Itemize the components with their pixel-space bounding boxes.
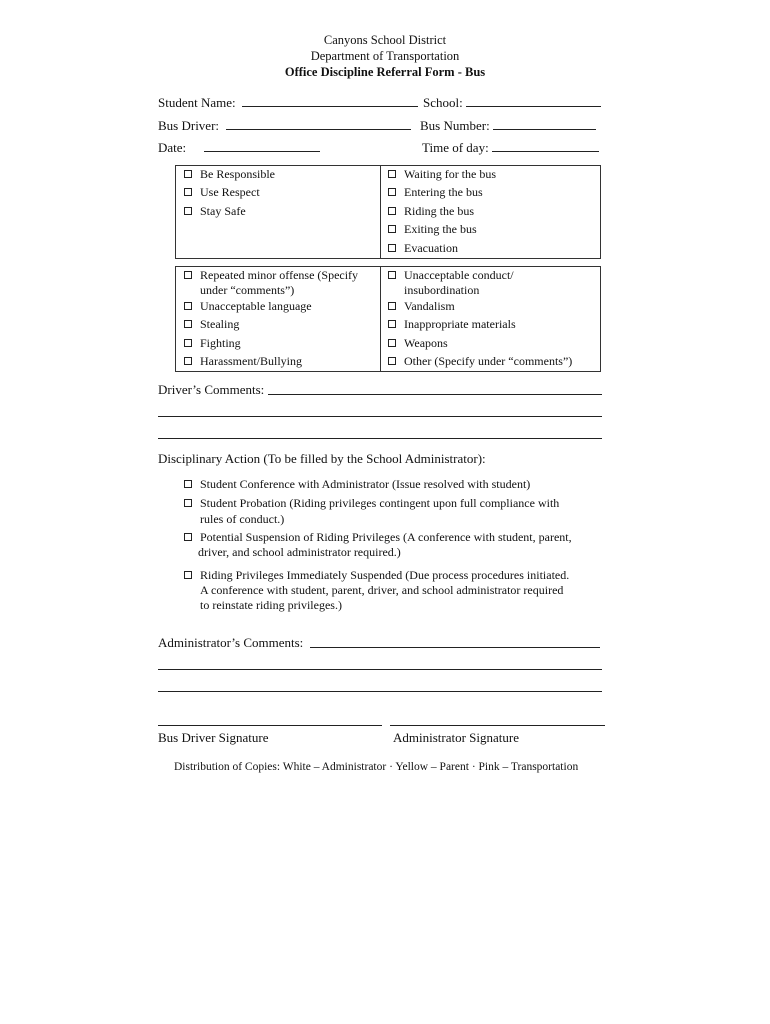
behaviors-divider: [380, 266, 381, 372]
repeated-minor-offense-label: Repeated minor offense (Specify: [200, 268, 359, 282]
bus-driver-signature-line[interactable]: [158, 725, 382, 726]
checkbox-unacceptable-language[interactable]: [184, 302, 192, 310]
immediately-suspended-label-cont2: to reinstate riding privileges.): [200, 598, 342, 612]
student-name-field[interactable]: [242, 106, 418, 107]
checkbox-entering-bus[interactable]: [388, 188, 396, 196]
date-field[interactable]: [204, 151, 320, 152]
use-respect-label: Use Respect: [200, 185, 260, 199]
bus-driver-field[interactable]: [226, 129, 411, 130]
school-field[interactable]: [466, 106, 601, 107]
harassment-bullying-label: Harassment/Bullying: [200, 354, 302, 368]
drivers-comments-line-2[interactable]: [158, 416, 602, 417]
entering-bus-label: Entering the bus: [404, 185, 483, 199]
other-label: Other (Specify under “comments”): [404, 354, 573, 368]
checkbox-use-respect[interactable]: [184, 188, 192, 196]
checkbox-fighting[interactable]: [184, 339, 192, 347]
checkbox-weapons[interactable]: [388, 339, 396, 347]
checkbox-riding-bus[interactable]: [388, 207, 396, 215]
student-conference-label: Student Conference with Administrator (Issue resolved with student): [200, 477, 531, 491]
checkbox-immediately-suspended[interactable]: [184, 571, 192, 579]
bus-number-field[interactable]: [493, 129, 596, 130]
administrators-comments-line-3[interactable]: [158, 691, 602, 692]
riding-bus-label: Riding the bus: [404, 204, 475, 218]
checkbox-inappropriate-materials[interactable]: [388, 320, 396, 328]
bus-number-label: Bus Number:: [420, 118, 490, 133]
unacceptable-language-label: Unacceptable language: [200, 299, 312, 313]
checkbox-repeated-minor-offense[interactable]: [184, 271, 192, 279]
be-responsible-label: Be Responsible: [200, 167, 275, 181]
bus-driver-signature-label: Bus Driver Signature: [158, 730, 269, 745]
checkbox-student-probation[interactable]: [184, 499, 192, 507]
drivers-comments-line-1[interactable]: [268, 394, 602, 395]
student-probation-label: Student Probation (Riding privileges contingent upon full compliance with: [200, 496, 560, 510]
bus-driver-label: Bus Driver:: [158, 118, 220, 133]
school-label: School:: [423, 95, 463, 110]
checkbox-other[interactable]: [388, 357, 396, 365]
checkbox-be-responsible[interactable]: [184, 170, 192, 178]
inappropriate-materials-label: Inappropriate materials: [404, 317, 516, 331]
department-name: Department of Transportation: [310, 49, 460, 63]
administrators-comments-label: Administrator’s Comments:: [158, 635, 304, 650]
student-probation-label-cont: rules of conduct.): [200, 512, 285, 526]
checkbox-vandalism[interactable]: [388, 302, 396, 310]
checkbox-harassment-bullying[interactable]: [184, 357, 192, 365]
stealing-label: Stealing: [200, 317, 240, 331]
form-title: Office Discipline Referral Form - Bus: [284, 65, 486, 79]
weapons-label: Weapons: [404, 336, 448, 350]
exiting-bus-label: Exiting the bus: [404, 222, 477, 236]
administrator-signature-line[interactable]: [390, 725, 605, 726]
checkbox-stay-safe[interactable]: [184, 207, 192, 215]
distribution-of-copies: Distribution of Copies: White – Administrator · Yellow – Parent · Pink – Transportation: [174, 761, 579, 773]
immediately-suspended-label: Riding Privileges Immediately Suspended (Due process procedures initiated.: [200, 568, 570, 582]
unacceptable-conduct-label-cont: insubordination: [404, 283, 480, 297]
repeated-minor-offense-label-cont: under “comments”): [200, 283, 295, 297]
checkbox-evacuation[interactable]: [388, 244, 396, 252]
student-name-label: Student Name:: [158, 95, 236, 110]
unacceptable-conduct-label: Unacceptable conduct/: [404, 268, 514, 282]
vandalism-label: Vandalism: [404, 299, 455, 313]
expectations-divider: [380, 165, 381, 259]
checkbox-student-conference[interactable]: [184, 480, 192, 488]
time-of-day-label: Time of day:: [422, 140, 489, 155]
fighting-label: Fighting: [200, 336, 241, 350]
administrator-signature-label: Administrator Signature: [393, 730, 520, 745]
checkbox-unacceptable-conduct[interactable]: [388, 271, 396, 279]
potential-suspension-label-cont: driver, and school administrator required.): [198, 545, 401, 559]
district-name: Canyons School District: [323, 33, 447, 47]
stay-safe-label: Stay Safe: [200, 204, 246, 218]
drivers-comments-line-3[interactable]: [158, 438, 602, 439]
disciplinary-action-label: Disciplinary Action (To be filled by the School Administrator):: [158, 451, 486, 466]
administrators-comments-line-2[interactable]: [158, 669, 602, 670]
drivers-comments-label: Driver’s Comments:: [158, 382, 265, 397]
checkbox-waiting-for-bus[interactable]: [388, 170, 396, 178]
waiting-for-bus-label: Waiting for the bus: [404, 167, 497, 181]
evacuation-label: Evacuation: [404, 241, 458, 255]
checkbox-stealing[interactable]: [184, 320, 192, 328]
administrators-comments-line-1[interactable]: [310, 647, 600, 648]
immediately-suspended-label-cont: A conference with student, parent, driver, and school administrator required: [200, 583, 564, 597]
checkbox-potential-suspension[interactable]: [184, 533, 192, 541]
date-label: Date:: [158, 140, 187, 155]
potential-suspension-label: Potential Suspension of Riding Privileges (A conference with student, parent,: [200, 530, 572, 544]
time-of-day-field[interactable]: [492, 151, 599, 152]
checkbox-exiting-bus[interactable]: [388, 225, 396, 233]
